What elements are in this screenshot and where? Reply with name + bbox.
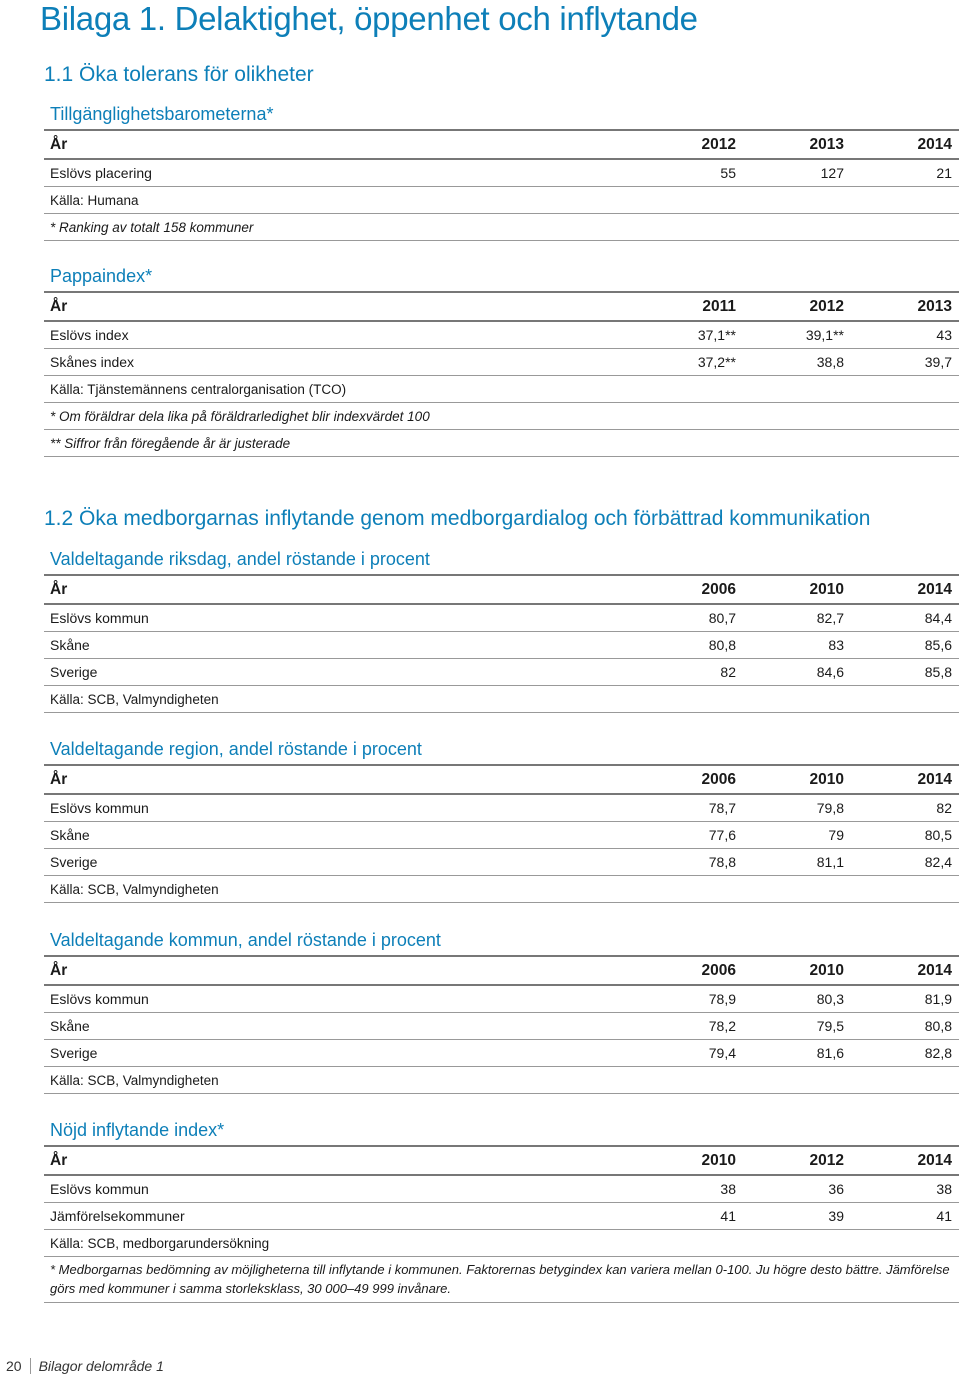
row-value: 127 bbox=[820, 165, 844, 181]
table-row bbox=[44, 632, 959, 659]
header-label: År bbox=[50, 135, 68, 153]
table-caption: Valdeltagande region, andel röstande i procent bbox=[44, 734, 959, 766]
row-value: 78,2 bbox=[708, 1018, 736, 1034]
table-row bbox=[44, 659, 959, 686]
row-value: 78,8 bbox=[708, 854, 736, 870]
header-label: År bbox=[50, 580, 68, 598]
table-caption: Nöjd inflytande index* bbox=[44, 1115, 959, 1147]
row-value: 78,7 bbox=[708, 800, 736, 816]
header-year: 2013 bbox=[809, 135, 844, 153]
row-label: Eslövs kommun bbox=[50, 1181, 149, 1197]
header-year: 2013 bbox=[917, 297, 952, 315]
row-value: 80,3 bbox=[816, 991, 844, 1007]
row-value: 84,6 bbox=[816, 664, 844, 680]
note-text: Källa: Humana bbox=[50, 192, 139, 208]
table-row bbox=[44, 349, 959, 376]
header-year: 2012 bbox=[701, 135, 736, 153]
table-row bbox=[44, 1203, 959, 1230]
row-value: 79,4 bbox=[708, 1045, 736, 1061]
table-row bbox=[44, 1040, 959, 1067]
table-caption: Valdeltagande riksdag, andel röstande i procent bbox=[44, 544, 959, 576]
row-value: 38,8 bbox=[816, 354, 844, 370]
row-label: Skåne bbox=[50, 1018, 90, 1034]
row-label: Sverige bbox=[50, 854, 98, 870]
header-year: 2011 bbox=[702, 297, 736, 315]
row-value: 80,8 bbox=[924, 1018, 952, 1034]
table-row bbox=[44, 160, 959, 187]
row-label: Skåne bbox=[50, 637, 90, 653]
row-value: 80,5 bbox=[924, 827, 952, 843]
row-value: 81,9 bbox=[924, 991, 952, 1007]
note-text: * Om föräldrar dela lika på föräldrarledighet blir indexvärdet 100 bbox=[50, 408, 430, 424]
table-header-row bbox=[44, 766, 959, 795]
row-label: Sverige bbox=[50, 664, 98, 680]
row-label: Jämförelsekommuner bbox=[50, 1208, 185, 1224]
note-text: Källa: SCB, Valmyndigheten bbox=[50, 691, 219, 707]
header-year: 2014 bbox=[917, 961, 952, 979]
footer-title: Bilagor delområde 1 bbox=[38, 1358, 164, 1374]
note-text: Källa: SCB, Valmyndigheten bbox=[50, 881, 219, 897]
page-number: 20 bbox=[0, 1358, 31, 1374]
table-valdeltagande-region bbox=[44, 734, 959, 903]
row-value: 41 bbox=[936, 1208, 952, 1224]
row-value: 77,6 bbox=[708, 827, 736, 843]
table-nojd-inflytande-index bbox=[44, 1115, 959, 1303]
header-year: 2014 bbox=[917, 580, 952, 598]
row-value: 55 bbox=[720, 165, 736, 181]
row-value: 39,1** bbox=[805, 327, 844, 343]
table-source bbox=[44, 686, 959, 713]
table-caption: Valdeltagande kommun, andel röstande i procent bbox=[44, 925, 959, 957]
header-year: 2006 bbox=[701, 770, 736, 788]
row-value: 80,7 bbox=[708, 610, 736, 626]
table-footnote: * Medborgarnas bedömning av möjligheterna till inflytande i kommunen. Faktorernas betygindex kan variera mellan 0-100. Ju högre desto bättre. Jämförelse görs med kommuner i samma storleksklass, 30 000–49 999 invånare. bbox=[44, 1257, 959, 1303]
table-caption: Pappaindex* bbox=[44, 261, 959, 293]
row-value: 81,1 bbox=[816, 854, 844, 870]
header-year: 2012 bbox=[809, 1151, 844, 1169]
table-header-row bbox=[44, 576, 959, 605]
row-value: 37,1** bbox=[697, 327, 736, 343]
row-label: Eslövs kommun bbox=[50, 610, 149, 626]
table-row bbox=[44, 822, 959, 849]
header-label: År bbox=[50, 961, 68, 979]
table-header-row bbox=[44, 1147, 959, 1176]
row-value: 36 bbox=[828, 1181, 844, 1197]
table-source bbox=[44, 876, 959, 903]
header-year: 2006 bbox=[701, 580, 736, 598]
section-title-1-1: 1.1 Öka tolerans för olikheter bbox=[44, 63, 314, 86]
row-label: Eslövs kommun bbox=[50, 991, 149, 1007]
row-label: Sverige bbox=[50, 1045, 98, 1061]
header-year: 2012 bbox=[809, 297, 844, 315]
page-footer bbox=[0, 1358, 164, 1374]
row-value: 79 bbox=[828, 827, 844, 843]
row-value: 43 bbox=[936, 327, 952, 343]
table-footnote bbox=[44, 214, 959, 241]
row-value: 38 bbox=[720, 1181, 736, 1197]
row-value: 78,9 bbox=[708, 991, 736, 1007]
row-value: 82,8 bbox=[924, 1045, 952, 1061]
table-pappaindex bbox=[44, 261, 959, 457]
row-value: 41 bbox=[720, 1208, 736, 1224]
note-text: Källa: Tjänstemännens centralorganisation (TCO) bbox=[50, 381, 347, 397]
note-text: Källa: SCB, medborgarundersökning bbox=[50, 1235, 270, 1251]
page-heading: Bilaga 1. Delaktighet, öppenhet och inflytande bbox=[40, 0, 698, 37]
header-year: 2014 bbox=[917, 1151, 952, 1169]
row-label: Eslövs placering bbox=[50, 165, 152, 181]
row-label: Eslövs kommun bbox=[50, 800, 149, 816]
row-value: 83 bbox=[828, 637, 844, 653]
table-row bbox=[44, 605, 959, 632]
row-value: 84,4 bbox=[924, 610, 952, 626]
row-value: 37,2** bbox=[697, 354, 736, 370]
row-value: 38 bbox=[936, 1181, 952, 1197]
row-value: 82,4 bbox=[924, 854, 952, 870]
table-valdeltagande-riksdag bbox=[44, 544, 959, 713]
row-label: Eslövs index bbox=[50, 327, 129, 343]
table-tillganglighetsbarometern bbox=[44, 99, 959, 241]
table-source bbox=[44, 1230, 959, 1257]
table-row bbox=[44, 322, 959, 349]
row-value: 79,5 bbox=[816, 1018, 844, 1034]
header-year: 2010 bbox=[809, 580, 844, 598]
header-year: 2010 bbox=[809, 961, 844, 979]
row-value: 82 bbox=[936, 800, 952, 816]
header-year: 2014 bbox=[917, 770, 952, 788]
header-year: 2010 bbox=[701, 1151, 736, 1169]
table-source bbox=[44, 187, 959, 214]
table-row bbox=[44, 795, 959, 822]
header-year: 2014 bbox=[917, 135, 952, 153]
header-year: 2006 bbox=[701, 961, 736, 979]
table-caption: Tillgänglighetsbarometerna* bbox=[44, 99, 959, 131]
table-header-row bbox=[44, 957, 959, 986]
row-value: 85,6 bbox=[924, 637, 952, 653]
note-text: * Ranking av totalt 158 kommuner bbox=[50, 219, 254, 235]
table-row bbox=[44, 849, 959, 876]
table-header-row bbox=[44, 131, 959, 160]
table-row bbox=[44, 986, 959, 1013]
table-footnote bbox=[44, 403, 959, 430]
table-header-row bbox=[44, 293, 959, 322]
note-text: ** Siffror från föregående år är justerade bbox=[50, 435, 291, 451]
table-footnote bbox=[44, 430, 959, 457]
table-source bbox=[44, 376, 959, 403]
table-row bbox=[44, 1176, 959, 1203]
row-value: 85,8 bbox=[924, 664, 952, 680]
row-label: Skåne bbox=[50, 827, 90, 843]
row-value: 79,8 bbox=[816, 800, 844, 816]
row-value: 81,6 bbox=[816, 1045, 844, 1061]
row-label: Skånes index bbox=[50, 354, 135, 370]
section-title-1-2: 1.2 Öka medborgarnas inflytande genom medborgardialog och förbättrad kommunikation bbox=[44, 507, 871, 530]
row-value: 39,7 bbox=[924, 354, 952, 370]
header-label: År bbox=[50, 1151, 68, 1169]
header-year: 2010 bbox=[809, 770, 844, 788]
row-value: 82,7 bbox=[816, 610, 844, 626]
row-value: 80,8 bbox=[708, 637, 736, 653]
table-valdeltagande-kommun bbox=[44, 925, 959, 1094]
row-value: 39 bbox=[828, 1208, 844, 1224]
row-value: 21 bbox=[936, 165, 952, 181]
table-row bbox=[44, 1013, 959, 1040]
note-text: Källa: SCB, Valmyndigheten bbox=[50, 1072, 219, 1088]
table-source bbox=[44, 1067, 959, 1094]
row-value: 82 bbox=[720, 664, 736, 680]
header-label: År bbox=[50, 297, 68, 315]
header-label: År bbox=[50, 770, 68, 788]
